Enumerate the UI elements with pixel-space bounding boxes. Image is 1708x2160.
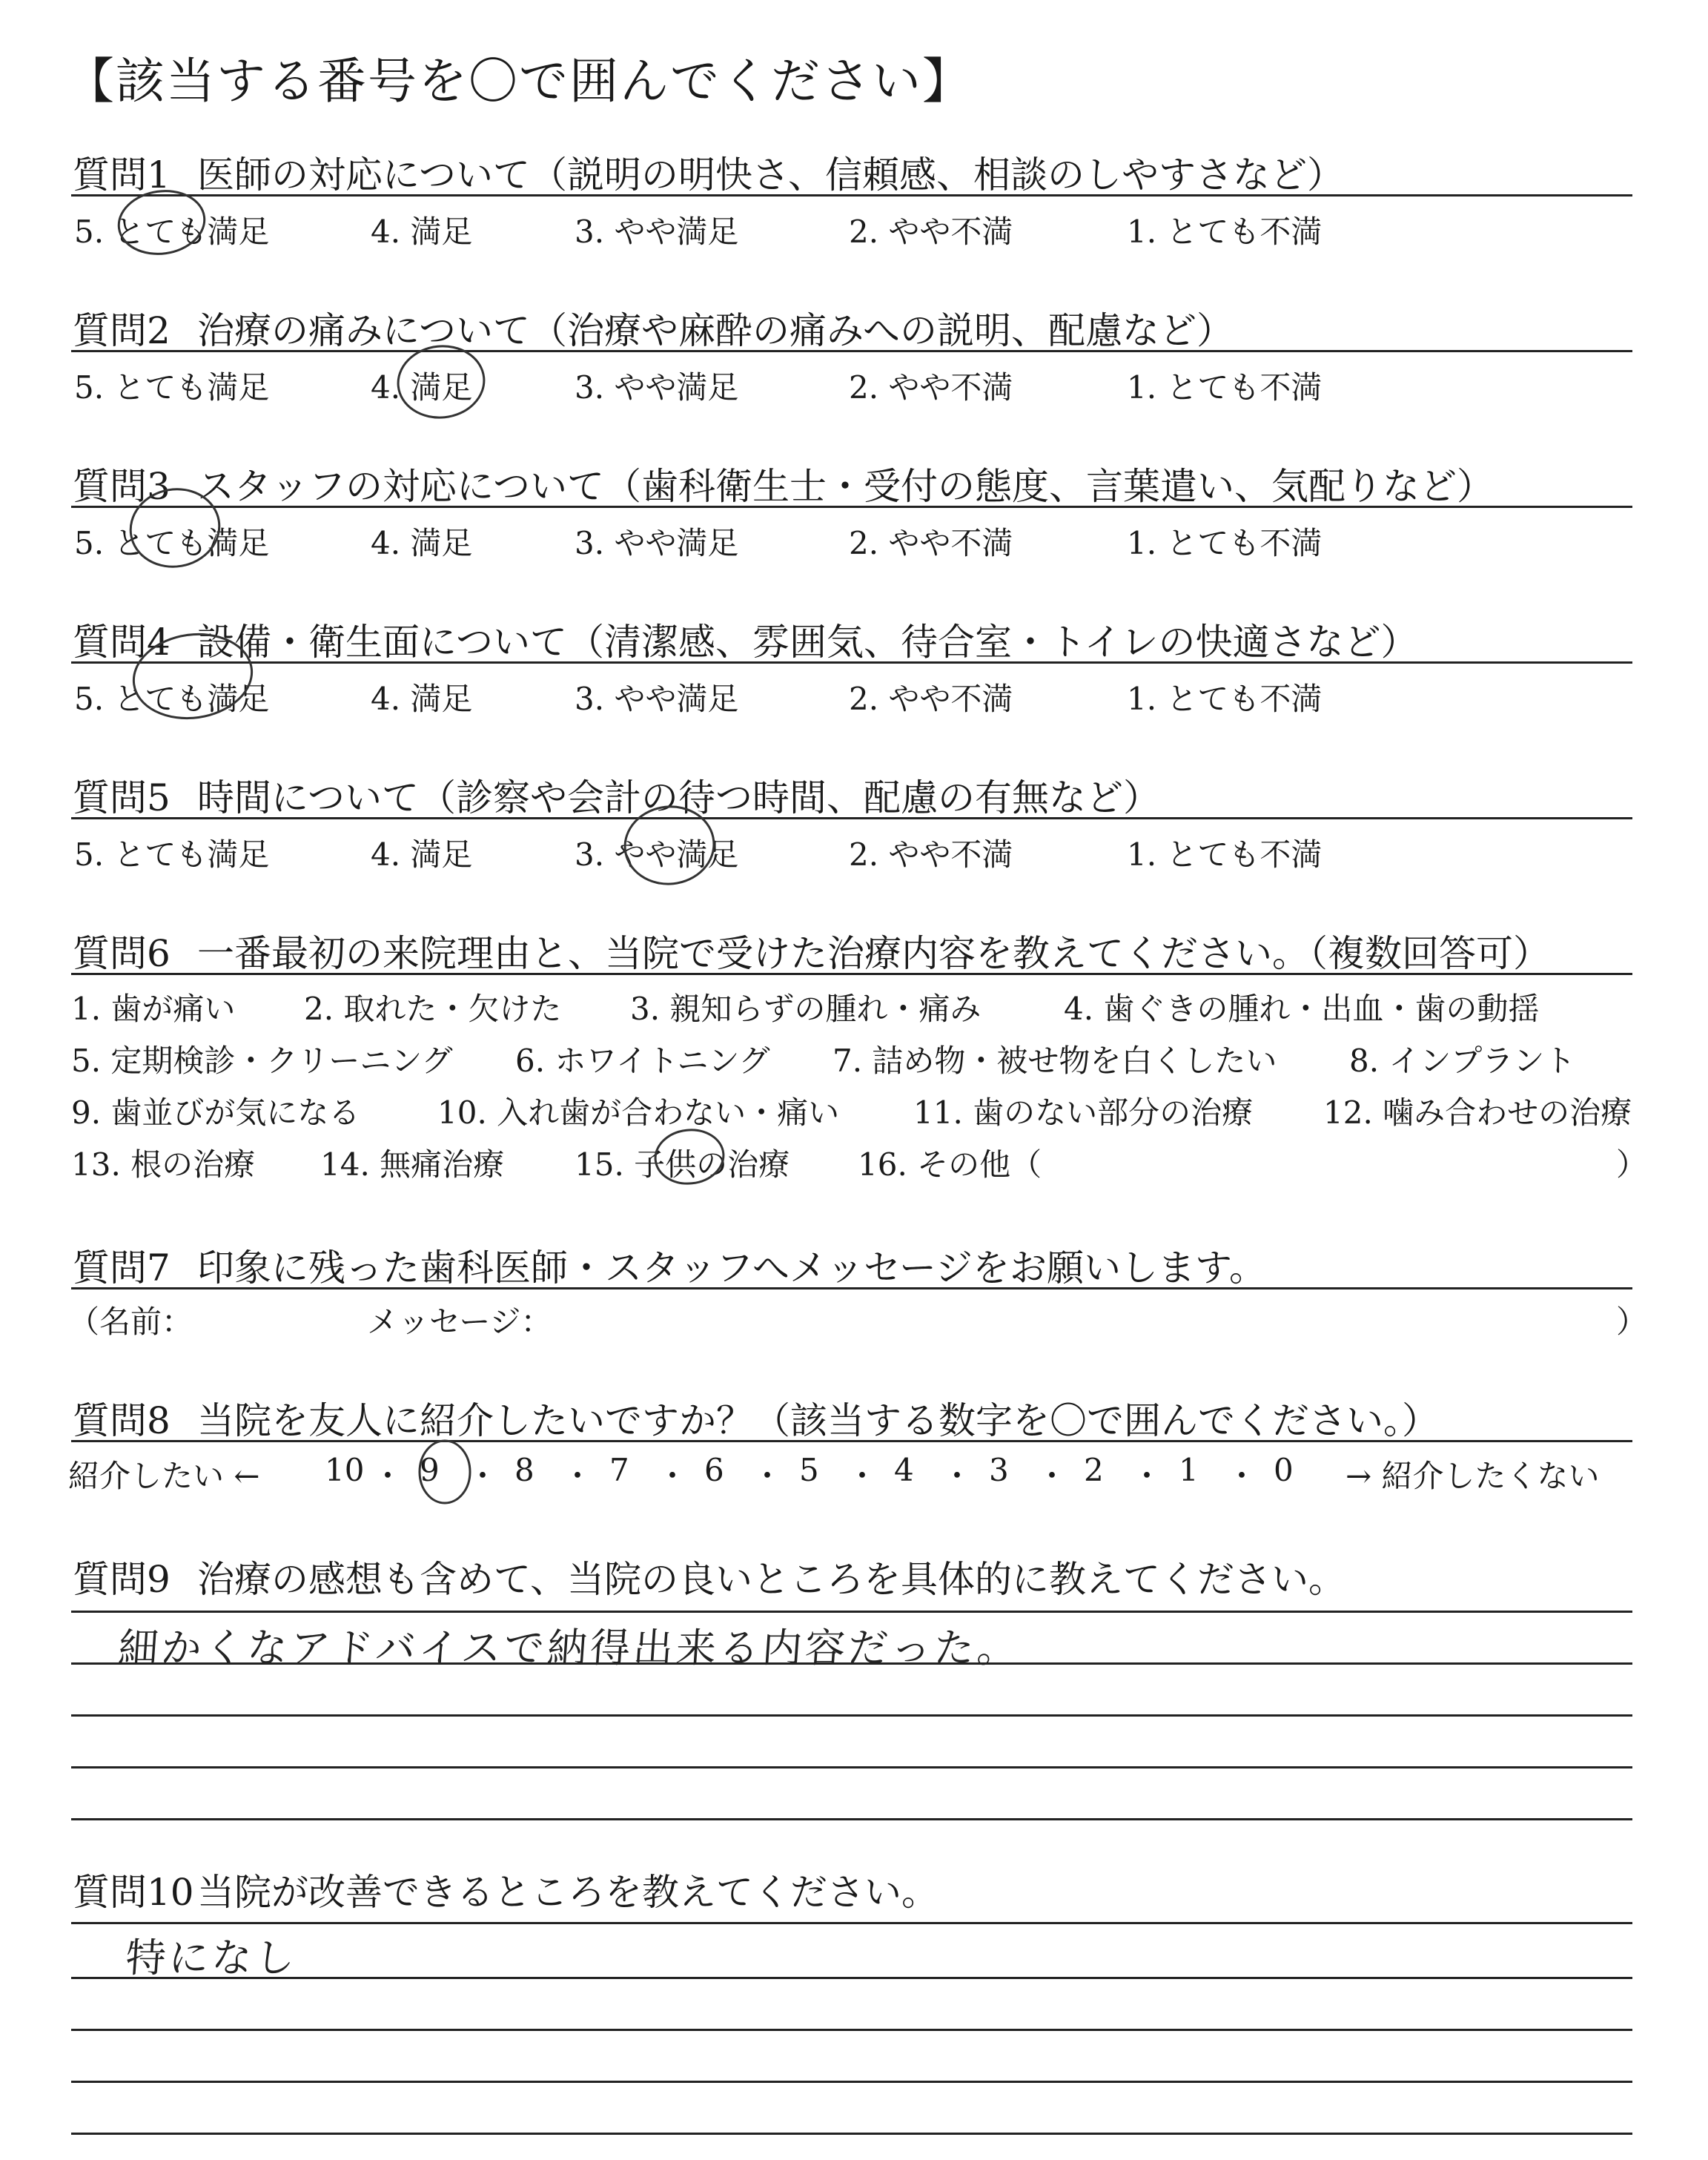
question-rule [71, 1440, 1632, 1442]
treatment-option[interactable]: 11. 歯のない部分の治療 [913, 1094, 1254, 1131]
question-text: スタッフの対応について（歯科衛生士・受付の態度、言葉遣い、気配りなど） [197, 465, 1494, 508]
option-satisfied[interactable]: 4. 満足 [371, 525, 473, 561]
scale-separator: ・ [467, 1458, 499, 1494]
question-text: 医師の対応について（説明の明快さ、信頼感、相談のしやすさなど） [197, 153, 1344, 196]
question-rule [71, 973, 1632, 975]
question-label: 質問6 [73, 932, 171, 975]
question-label: 質問4 [73, 621, 171, 664]
treatment-option[interactable]: 3. 親知らずの腫れ・痛み [630, 991, 982, 1027]
treatment-option[interactable]: 8. インプラント [1349, 1043, 1576, 1079]
option-very-dissatisfied[interactable]: 1. とても不満 [1127, 836, 1323, 873]
option-somewhat-satisfied[interactable]: 3. やや満足 [575, 836, 739, 873]
question-text: 当院が改善できるところを教えてください。 [197, 1871, 939, 1914]
scale-number[interactable]: 10 [325, 1452, 365, 1488]
question-label: 質問7 [73, 1246, 171, 1289]
option-very-satisfied[interactable]: 5. とても満足 [74, 525, 270, 561]
option-somewhat-satisfied[interactable]: 3. やや満足 [575, 369, 739, 406]
scale-right-label: → 紹介したくない [1345, 1458, 1600, 1494]
question-label: 質問3 [73, 465, 171, 508]
treatment-option-other[interactable]: 16. その他（ [858, 1146, 1042, 1183]
scale-number[interactable]: 7 [609, 1452, 629, 1488]
question-text: 治療の痛みについて（治療や麻酔の痛みへの説明、配慮など） [197, 309, 1234, 352]
answer-line [71, 1922, 1632, 1924]
scale-number[interactable]: 5 [799, 1452, 819, 1488]
scale-separator: ・ [657, 1458, 689, 1494]
treatment-option[interactable]: 7. 詰め物・被せ物を白くしたい [833, 1043, 1277, 1079]
treatment-option[interactable]: 12. 噛み合わせの治療 [1323, 1094, 1632, 1131]
answer-line [71, 2029, 1632, 2031]
option-very-satisfied[interactable]: 5. とても満足 [74, 214, 270, 250]
answer-line [71, 2081, 1632, 2083]
question-rule [71, 350, 1632, 352]
answer-line [71, 1766, 1632, 1768]
question-label: 質問1 [73, 153, 171, 196]
option-very-satisfied[interactable]: 5. とても満足 [74, 836, 270, 873]
option-satisfied[interactable]: 4. 満足 [371, 369, 473, 406]
treatment-option[interactable]: 6. ホワイトニング [515, 1043, 770, 1079]
answer-line [71, 1611, 1632, 1613]
answer-line [71, 1714, 1632, 1717]
question-rule [71, 817, 1632, 819]
survey-title: 【該当する番号を〇で囲んでください】 [65, 53, 973, 110]
scale-number[interactable]: 2 [1084, 1452, 1104, 1488]
question-text: 当院を友人に紹介したいですか？（該当する数字を〇で囲んでください。） [197, 1399, 1439, 1442]
name-label: （名前： [68, 1304, 193, 1340]
option-very-dissatisfied[interactable]: 1. とても不満 [1127, 525, 1323, 561]
question-label: 質問8 [73, 1399, 171, 1442]
handwritten-answer[interactable]: 細かくなアドバイスで納得出来る内容だった。 [116, 1625, 1022, 1671]
closing-paren: ） [1616, 1304, 1648, 1340]
scale-number[interactable]: 9 [420, 1452, 440, 1488]
answer-line [71, 1818, 1632, 1820]
question-label: 質問10 [73, 1871, 194, 1914]
scale-separator: ・ [562, 1458, 594, 1494]
treatment-option[interactable]: 15. 子供の治療 [575, 1146, 790, 1183]
question-rule [71, 506, 1632, 508]
message-label: メッセージ： [367, 1304, 552, 1340]
option-somewhat-dissatisfied[interactable]: 2. やや不満 [849, 836, 1013, 873]
scale-number[interactable]: 3 [989, 1452, 1009, 1488]
question-text: 時間について（診察や会計の待つ時間、配慮の有無など） [197, 776, 1160, 819]
option-very-dissatisfied[interactable]: 1. とても不満 [1127, 214, 1323, 250]
treatment-option[interactable]: 5. 定期検診・クリーニング [71, 1043, 453, 1079]
question-rule [71, 1287, 1632, 1289]
question-label: 質問9 [73, 1558, 171, 1601]
question-text: 治療の感想も含めて、当院の良いところを具体的に教えてください。 [197, 1558, 1345, 1601]
option-satisfied[interactable]: 4. 満足 [371, 681, 473, 717]
option-somewhat-dissatisfied[interactable]: 2. やや不満 [849, 214, 1013, 250]
scale-number[interactable]: 6 [704, 1452, 724, 1488]
option-somewhat-dissatisfied[interactable]: 2. やや不満 [849, 525, 1013, 561]
scale-separator: ・ [1131, 1458, 1163, 1494]
treatment-option[interactable]: 14. 無痛治療 [320, 1146, 505, 1183]
scale-separator: ・ [752, 1458, 784, 1494]
treatment-option[interactable]: 2. 取れた・欠けた [304, 991, 562, 1027]
scale-number[interactable]: 4 [894, 1452, 914, 1488]
option-somewhat-satisfied[interactable]: 3. やや満足 [575, 214, 739, 250]
treatment-option[interactable]: 1. 歯が痛い [71, 991, 236, 1027]
option-very-satisfied[interactable]: 5. とても満足 [74, 369, 270, 406]
option-somewhat-dissatisfied[interactable]: 2. やや不満 [849, 369, 1013, 406]
treatment-option[interactable]: 4. 歯ぐきの腫れ・出血・歯の動揺 [1064, 991, 1540, 1027]
option-somewhat-satisfied[interactable]: 3. やや満足 [575, 525, 739, 561]
answer-line [71, 2133, 1632, 2135]
question-text: 印象に残った歯科医師・スタッフへメッセージをお願いします。 [197, 1246, 1266, 1289]
option-satisfied[interactable]: 4. 満足 [371, 836, 473, 873]
closing-paren: ） [1616, 1146, 1648, 1183]
option-very-dissatisfied[interactable]: 1. とても不満 [1127, 681, 1323, 717]
scale-number[interactable]: 1 [1179, 1452, 1199, 1488]
scale-number[interactable]: 0 [1274, 1452, 1294, 1488]
treatment-option[interactable]: 10. 入れ歯が合わない・痛い [437, 1094, 840, 1131]
handwritten-answer[interactable]: 特になし [124, 1935, 299, 1981]
question-label: 質問2 [73, 309, 171, 352]
question-rule [71, 194, 1632, 196]
option-somewhat-satisfied[interactable]: 3. やや満足 [575, 681, 739, 717]
scale-separator: ・ [1036, 1458, 1068, 1494]
question-rule [71, 661, 1632, 664]
treatment-option[interactable]: 13. 根の治療 [71, 1146, 256, 1183]
question-label: 質問5 [73, 776, 171, 819]
scale-separator: ・ [847, 1458, 878, 1494]
question-text: 設備・衛生面について（清潔感、雰囲気、待合室・トイレの快適さなど） [197, 621, 1418, 664]
scale-separator: ・ [1226, 1458, 1258, 1494]
scale-separator: ・ [372, 1458, 404, 1494]
option-satisfied[interactable]: 4. 満足 [371, 214, 473, 250]
option-somewhat-dissatisfied[interactable]: 2. やや不満 [849, 681, 1013, 717]
question-text: 一番最初の来院理由と、当院で受けた治療内容を教えてください。（複数回答可） [197, 932, 1550, 975]
answer-line [71, 1977, 1632, 1979]
scale-number[interactable]: 8 [514, 1452, 534, 1488]
scale-separator: ・ [941, 1458, 973, 1494]
option-very-dissatisfied[interactable]: 1. とても不満 [1127, 369, 1323, 406]
scale-left-label: 紹介したい ← [68, 1458, 260, 1494]
treatment-option[interactable]: 9. 歯並びが気になる [71, 1094, 360, 1131]
option-very-satisfied[interactable]: 5. とても満足 [74, 681, 270, 717]
answer-line [71, 1662, 1632, 1665]
